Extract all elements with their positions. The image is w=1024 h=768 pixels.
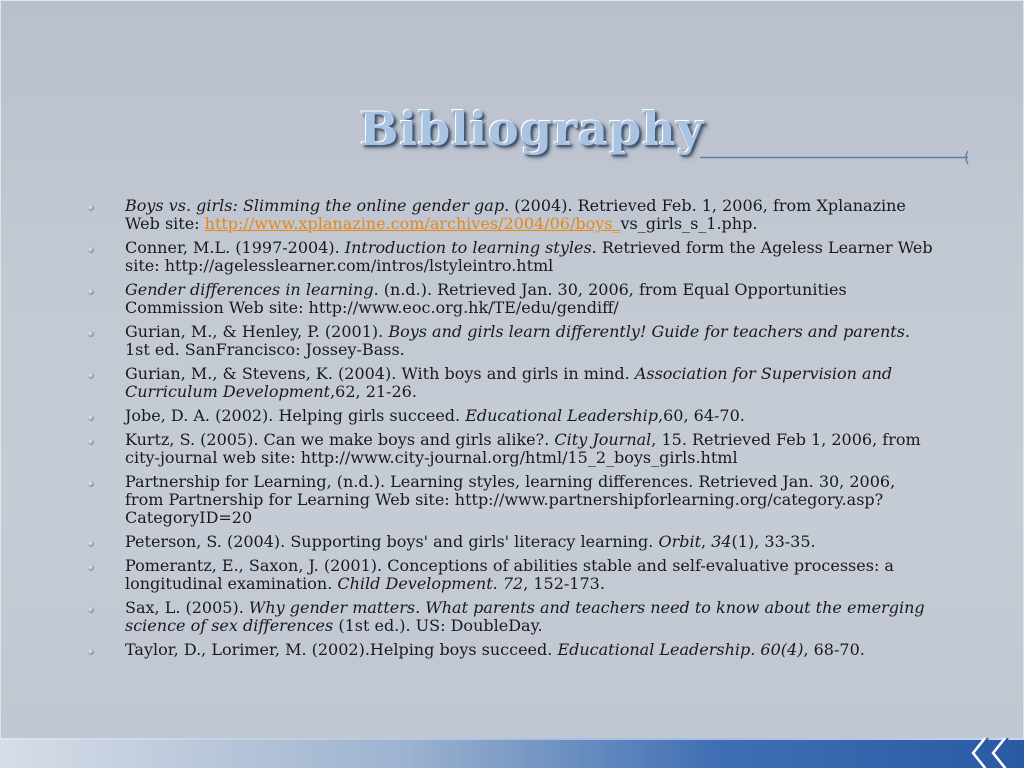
bullet-icon	[88, 289, 94, 295]
reference-italic-text: Gender differences in learning	[125, 280, 374, 299]
bullet-icon	[88, 331, 94, 337]
reference-italic-text: Educational Leadership	[465, 406, 659, 425]
reference-text: Gurian, M., & Stevens, K. (2004). With boys and girls in mind.	[125, 364, 635, 383]
reference-text: . (2004). Retrieved Feb. 1, 2006, from Xplanazine Web site:	[125, 196, 906, 233]
reference-text: , 152-173.	[523, 574, 605, 593]
bullet-icon	[88, 415, 94, 421]
reference-text: Taylor, D., Lorimer, M. (2002).Helping boys succeed.	[125, 640, 558, 659]
bullet-icon	[88, 607, 94, 613]
bibliography-list	[88, 197, 938, 665]
reference-text: ,60, 64-70.	[658, 406, 745, 425]
reference-item	[88, 557, 938, 593]
reference-text: Kurtz, S. (2005). Can we make boys and girls alike?.	[125, 430, 555, 449]
title-underline	[0, 0, 1024, 170]
reference-item	[88, 323, 938, 359]
reference-text: . 1st ed. SanFrancisco: Jossey-Bass.	[125, 322, 910, 359]
footer-band	[0, 738, 1024, 768]
reference-italic-text: Educational Leadership. 60(4)	[557, 640, 804, 659]
reference-text: (1), 33-35.	[731, 532, 816, 551]
slide-title: Bibliography	[359, 102, 705, 156]
bullet-icon	[88, 481, 94, 487]
reference-italic-text: Boys and girls learn differently! Guide for teachers and parents	[388, 322, 905, 341]
reference-item	[88, 197, 938, 233]
reference-text: ,62, 21-26.	[330, 382, 417, 401]
bullet-icon	[88, 565, 94, 571]
reference-text: ,	[701, 532, 712, 551]
reference-text: , 68-70.	[803, 640, 865, 659]
bullet-icon	[88, 373, 94, 379]
reference-text: Pomerantz, E., Saxon, J. (2001). Conceptions of abilities stable and self-evaluative processes: a longitudinal examination.	[125, 556, 894, 593]
reference-text: vs_girls_s_1.php.	[620, 214, 758, 233]
reference-italic-text: City Journal	[554, 430, 652, 449]
reference-text: Conner, M.L. (1997-2004).	[125, 238, 345, 257]
reference-item	[88, 533, 938, 551]
reference-item	[88, 239, 938, 275]
reference-text: (1st ed.). US: DoubleDay.	[333, 616, 543, 635]
bullet-icon	[88, 205, 94, 211]
bullet-icon	[88, 649, 94, 655]
reference-text: Gurian, M., & Henley, P. (2001).	[125, 322, 389, 341]
reference-text: Sax, L. (2005).	[125, 598, 249, 617]
reference-item	[88, 641, 938, 659]
reference-item	[88, 281, 938, 317]
reference-link[interactable]: http://www.xplanazine.com/archives/2004/06/boys_	[204, 214, 621, 233]
reference-italic-text: Introduction to learning styles	[344, 238, 592, 257]
reference-item	[88, 365, 938, 401]
reference-italic-text: Association for Supervision and Curriculum Development	[125, 364, 893, 401]
reference-item	[88, 473, 938, 527]
reference-text: , 15. Retrieved Feb 1, 2006, from city-journal web site: http://www.city-journal.org/html/15_2_boys_girls.html	[125, 430, 921, 467]
reference-italic-text: 34	[711, 532, 732, 551]
bullet-icon	[88, 541, 94, 547]
reference-item	[88, 431, 938, 467]
bullet-icon	[88, 247, 94, 253]
reference-text: . Retrieved form the Ageless Learner Web site: http://agelesslearner.com/intros/lstyleintro.html	[125, 238, 933, 275]
reference-text: Partnership for Learning, (n.d.). Learning styles, learning differences. Retrieved Jan. 30, 2006, from Partnership for Learning Web site: http://www.partnershipforlearning.org/category.asp?CategoryID=20	[125, 472, 896, 527]
chevron-decoration-icon	[958, 738, 1018, 768]
reference-italic-text: Boys vs. girls: Slimming the online gender gap	[125, 196, 505, 215]
reference-italic-text: Why gender matters. What parents and teachers need to know about the emerging science of sex differences	[125, 598, 925, 635]
reference-text: Jobe, D. A. (2002). Helping girls succeed.	[125, 406, 466, 425]
reference-item	[88, 599, 938, 635]
reference-italic-text: Orbit	[658, 532, 702, 551]
reference-text: Peterson, S. (2004). Supporting boys' and girls' literacy learning.	[125, 532, 659, 551]
reference-item	[88, 407, 938, 425]
reference-italic-text: Child Development. 72	[337, 574, 524, 593]
bullet-icon	[88, 439, 94, 445]
reference-text: . (n.d.). Retrieved Jan. 30, 2006, from Equal Opportunities Commission Web site: http://www.eoc.org.hk/TE/edu/gendiff/	[125, 280, 847, 317]
